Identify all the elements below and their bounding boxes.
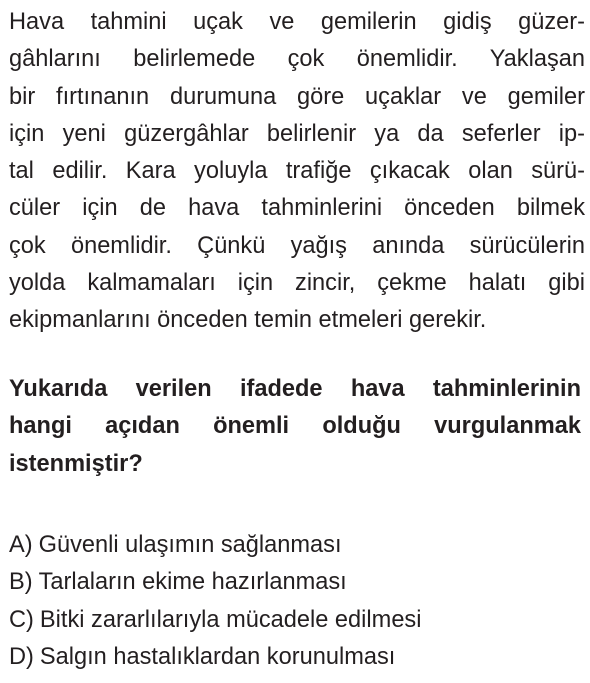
passage-text	[9, 4, 585, 340]
option-text: Tarlaların ekime hazırlanması	[38, 569, 347, 596]
passage-line: ekipmanlarını önceden temin etmeleri gerekir.	[9, 307, 487, 334]
passage-line: yolda kalmamaları için zincir, çekme halatı gibi	[9, 270, 585, 297]
question-line: Yukarıda verilen ifadede hava tahminlerinin	[9, 376, 581, 402]
option-d[interactable]	[9, 639, 421, 676]
option-text: Salgın hastalıklardan korunulması	[39, 643, 396, 670]
passage-line: tal edilir. Kara yoluyla trafiğe çıkacak olan sürü-	[9, 158, 585, 185]
passage-line: için yeni güzergâhlar belirlenir ya da seferler ip-	[9, 120, 585, 147]
question-stem	[9, 371, 581, 483]
option-b[interactable]	[9, 564, 421, 601]
passage-line: gâhlarını belirlemede çok önemlidir. Yaklaşan	[9, 46, 585, 73]
option-a[interactable]	[9, 527, 421, 564]
answer-options	[9, 527, 421, 676]
option-letter: C)	[9, 606, 34, 633]
passage-line: bir fırtınanın durumuna göre uçaklar ve gemiler	[9, 83, 585, 110]
option-text: Bitki zararlılarıyla mücadele edilmesi	[39, 606, 422, 633]
option-letter: A)	[9, 532, 33, 558]
option-text: Güvenli ulaşımın sağlanması	[38, 532, 342, 558]
option-letter: B)	[9, 569, 33, 596]
question-line: istenmiştir?	[9, 450, 143, 477]
passage-line: çok önemlidir. Çünkü yağış anında sürücülerin	[9, 232, 585, 259]
passage-line: cüler için de hava tahminlerini önceden bilmek	[9, 195, 585, 222]
option-c[interactable]	[9, 602, 421, 639]
passage-line: Hava tahmini uçak ve gemilerin gidiş güzer-	[9, 9, 585, 35]
option-letter: D)	[9, 643, 34, 670]
question-line: hangi açıdan önemli olduğu vurgulanmak	[9, 413, 581, 440]
